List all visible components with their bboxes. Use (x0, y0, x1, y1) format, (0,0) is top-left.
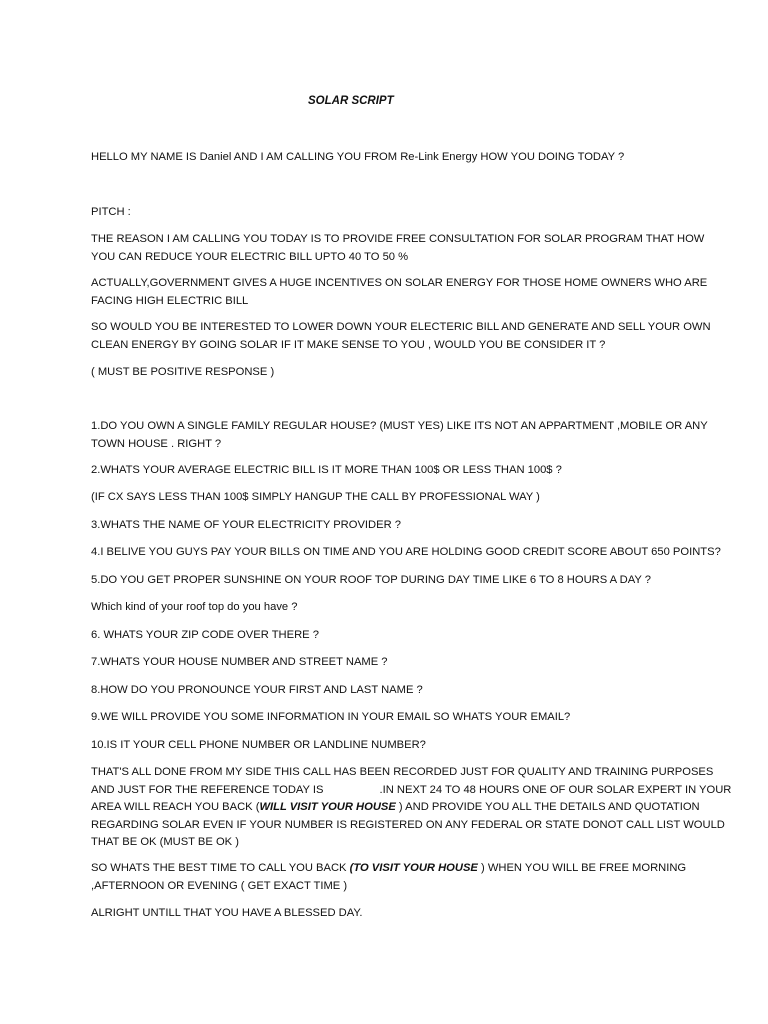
text-line: SO WHATS THE BEST TIME TO CALL YOU BACK (91, 862, 350, 874)
question-7: 7.WHATS YOUR HOUSE NUMBER AND STREET NAME ? (91, 656, 388, 668)
text-line: ACTUALLY,GOVERNMENT GIVES A HUGE INCENTIVES ON SOLAR ENERGY FOR THOSE HOME OWNERS WHO ARE (91, 277, 708, 289)
closing-paragraph-2 (91, 860, 691, 895)
question-5-extra: Which kind of your roof top do you have ? (91, 601, 298, 613)
text-line: TOWN HOUSE . RIGHT ? (91, 437, 222, 450)
pitch-label: PITCH : (91, 206, 131, 218)
closing-paragraph-1 (91, 764, 732, 852)
question-5: 5.DO YOU GET PROPER SUNSHINE ON YOUR ROOF TOP DURING DAY TIME LIKE 6 TO 8 HOURS A DAY ? (91, 574, 651, 586)
text-line: SO WOULD YOU BE INTERESTED TO LOWER DOWN YOUR ELECTERIC BILL AND GENERATE AND SELL YOUR OWN (91, 321, 711, 333)
text-line: .IN NEXT 24 TO 48 HOURS ONE OF OUR SOLAR EXPERT IN YOUR (379, 783, 732, 796)
pitch-paragraph-2 (91, 275, 708, 310)
pitch-paragraph-1 (91, 231, 705, 266)
closing-farewell: ALRIGHT UNTILL THAT YOU HAVE A BLESSED DAY. (91, 907, 363, 919)
text-line: YOU CAN REDUCE YOUR ELECTRIC BILL UPTO 40 TO 50 % (91, 250, 409, 263)
question-6: 6. WHATS YOUR ZIP CODE OVER THERE ? (91, 629, 319, 641)
text-line: THAT BE OK (MUST BE OK ) (91, 836, 239, 848)
question-2: 2.WHATS YOUR AVERAGE ELECTRIC BILL IS IT MORE THAN 100$ OR LESS THAN 100$ ? (91, 464, 562, 476)
emphasis-text: WILL VISIT YOUR HOUSE (259, 801, 396, 813)
question-2-note: (IF CX SAYS LESS THAN 100$ SIMPLY HANGUP THE CALL BY PROFESSIONAL WAY ) (91, 491, 540, 503)
text-line: ) AND PROVIDE YOU ALL THE DETAILS AND QUOTATION (395, 801, 700, 813)
question-4: 4.I BELIVE YOU GUYS PAY YOUR BILLS ON TIME AND YOU ARE HOLDING GOOD CREDIT SCORE ABOUT 650 POINTS? (91, 546, 721, 558)
pitch-paragraph-3 (91, 319, 711, 354)
text-line: AREA WILL REACH YOU BACK ( (91, 801, 260, 813)
question-1 (91, 418, 708, 453)
emphasis-text: (TO VISIT YOUR HOUSE (349, 862, 478, 874)
text-line: FACING HIGH ELECTRIC BILL (91, 294, 249, 307)
text-line: THE REASON I AM CALLING YOU TODAY IS TO PROVIDE FREE CONSULTATION FOR SOLAR PROGRAM THAT HOW (91, 233, 705, 245)
text-line: ,AFTERNOON OR EVENING ( GET EXACT TIME ) (91, 879, 348, 892)
text-line: THAT'S ALL DONE FROM MY SIDE THIS CALL HAS BEEN RECORDED JUST FOR QUALITY AND TRAINING PURPOSES (91, 766, 714, 778)
response-note: ( MUST BE POSITIVE RESPONSE ) (91, 366, 275, 378)
question-10: 10.IS IT YOUR CELL PHONE NUMBER OR LANDLINE NUMBER? (91, 739, 426, 751)
text-line: REGARDING SOLAR EVEN IF YOUR NUMBER IS REGISTERED ON ANY FEDERAL OR STATE DONOT CALL LIST WOULD (91, 818, 725, 831)
text-line: CLEAN ENERGY BY GOING SOLAR IF IT MAKE SENSE TO YOU , WOULD YOU BE CONSIDER IT ? (91, 338, 606, 351)
text-line: 1.DO YOU OWN A SINGLE FAMILY REGULAR HOUSE? (MUST YES) LIKE ITS NOT AN APPARTMENT ,MOBILE OR ANY (91, 420, 708, 432)
text-line: AND JUST FOR THE REFERENCE TODAY IS (91, 783, 324, 796)
greeting-line: HELLO MY NAME IS Daniel AND I AM CALLING YOU FROM Re-Link Energy HOW YOU DOING TODAY ? (91, 151, 625, 163)
document-title: SOLAR SCRIPT (308, 95, 394, 107)
text-line: ) WHEN YOU WILL BE FREE MORNING (477, 862, 687, 874)
question-9: 9.WE WILL PROVIDE YOU SOME INFORMATION IN YOUR EMAIL SO WHATS YOUR EMAIL? (91, 711, 571, 723)
question-8: 8.HOW DO YOU PRONOUNCE YOUR FIRST AND LAST NAME ? (91, 684, 423, 696)
question-3: 3.WHATS THE NAME OF YOUR ELECTRICITY PROVIDER ? (91, 519, 401, 531)
